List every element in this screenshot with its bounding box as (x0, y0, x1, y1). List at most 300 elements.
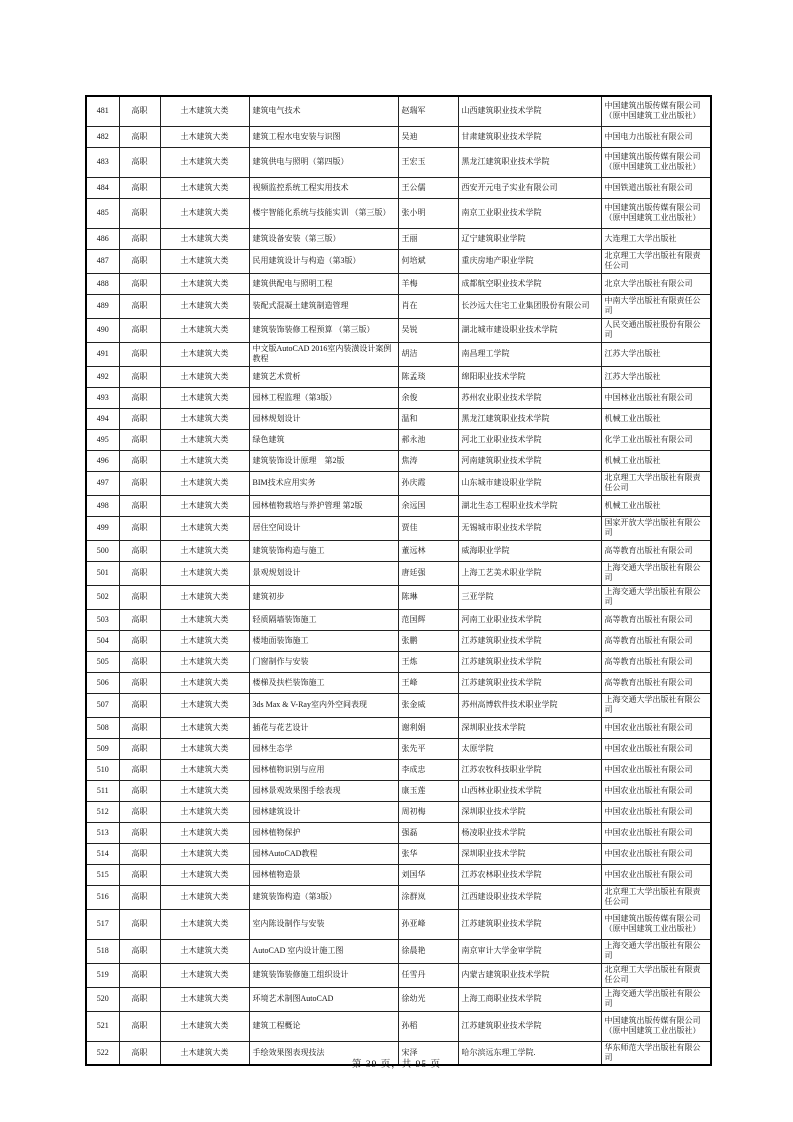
cell-seq: 501 (86, 561, 119, 585)
cell-category: 土木建筑大类 (160, 987, 249, 1011)
table-row (86, 177, 711, 198)
cell-seq: 515 (86, 864, 119, 885)
cell-publisher: 上海交通大学出版社有限公司 (601, 561, 711, 585)
cell-seq: 502 (86, 585, 119, 609)
cell-author: 张金威 (398, 693, 458, 717)
cell-title: 轻质隔墙装饰施工 (249, 609, 398, 630)
cell-author: 康玉莲 (398, 780, 458, 801)
cell-institution: 重庆房地产职业学院 (458, 249, 601, 273)
table-row (86, 516, 711, 540)
cell-author: 刘国华 (398, 864, 458, 885)
cell-title: 园林植物保护 (249, 822, 398, 843)
table-row (86, 471, 711, 495)
cell-author: 赵瑞军 (398, 96, 458, 126)
cell-level: 高职 (119, 987, 160, 1011)
cell-category: 土木建筑大类 (160, 909, 249, 939)
cell-institution: 江苏农牧科技职业学院 (458, 759, 601, 780)
cell-title: 园林规划设计 (249, 408, 398, 429)
textbook-table (85, 95, 712, 1066)
cell-institution: 河南工业职业技术学院 (458, 609, 601, 630)
cell-category: 土木建筑大类 (160, 717, 249, 738)
cell-title: 建筑初步 (249, 585, 398, 609)
cell-institution: 江苏建筑职业技术学院 (458, 630, 601, 651)
cell-seq: 491 (86, 342, 119, 366)
cell-level: 高职 (119, 963, 160, 987)
table-row (86, 561, 711, 585)
cell-title: 建筑装饰装修施工组织设计 (249, 963, 398, 987)
cell-publisher: 中国农业出版社有限公司 (601, 759, 711, 780)
cell-title: 景观规划设计 (249, 561, 398, 585)
cell-seq: 485 (86, 198, 119, 228)
cell-level: 高职 (119, 126, 160, 147)
cell-institution: 三亚学院 (458, 585, 601, 609)
cell-title: 楼宇智能化系统与技能实训 （第三版） (249, 198, 398, 228)
cell-category: 土木建筑大类 (160, 495, 249, 516)
cell-author: 王公儒 (398, 177, 458, 198)
cell-institution: 内蒙古建筑职业技术学院 (458, 963, 601, 987)
cell-title: 园林建筑设计 (249, 801, 398, 822)
cell-author: 孙稻 (398, 1011, 458, 1041)
table-row (86, 963, 711, 987)
cell-title: 建筑设备安装（第三版） (249, 228, 398, 249)
cell-title: 楼地面装饰施工 (249, 630, 398, 651)
cell-title: 建筑装饰装修工程预算 （第三版） (249, 318, 398, 342)
cell-title: 建筑艺术赏析 (249, 366, 398, 387)
cell-seq: 482 (86, 126, 119, 147)
cell-institution: 河南建筑职业技术学院 (458, 450, 601, 471)
cell-author: 张华 (398, 843, 458, 864)
cell-seq: 494 (86, 408, 119, 429)
cell-publisher: 北京大学出版社有限公司 (601, 273, 711, 294)
cell-publisher: 中国农业出版社有限公司 (601, 864, 711, 885)
cell-seq: 505 (86, 651, 119, 672)
cell-title: 建筑装饰构造与施工 (249, 540, 398, 561)
cell-category: 土木建筑大类 (160, 366, 249, 387)
cell-author: 王丽 (398, 228, 458, 249)
cell-title: 园林景观效果图手绘表现 (249, 780, 398, 801)
cell-title: 绿色建筑 (249, 429, 398, 450)
cell-publisher: 机械工业出版社 (601, 495, 711, 516)
cell-institution: 江苏建筑职业技术学院 (458, 672, 601, 693)
table-row (86, 294, 711, 318)
table-row (86, 1011, 711, 1041)
cell-category: 土木建筑大类 (160, 249, 249, 273)
cell-title: 建筑供配电与照明工程 (249, 273, 398, 294)
cell-publisher: 中国农业出版社有限公司 (601, 738, 711, 759)
cell-seq: 520 (86, 987, 119, 1011)
cell-level: 高职 (119, 228, 160, 249)
cell-category: 土木建筑大类 (160, 1041, 249, 1065)
cell-publisher: 上海交通大学出版社有限公司 (601, 693, 711, 717)
cell-title: 建筑装饰设计原理 第2版 (249, 450, 398, 471)
cell-category: 土木建筑大类 (160, 693, 249, 717)
cell-seq: 510 (86, 759, 119, 780)
cell-institution: 上海工商职业技术学院 (458, 987, 601, 1011)
cell-title: AutoCAD 室内设计施工图 (249, 939, 398, 963)
cell-title: 3ds Max & V-Ray室内外空间表现 (249, 693, 398, 717)
cell-seq: 488 (86, 273, 119, 294)
table-row (86, 147, 711, 177)
cell-author: 周初梅 (398, 801, 458, 822)
cell-publisher: 北京理工大学出版社有限责任公司 (601, 885, 711, 909)
cell-institution: 深圳职业技术学院 (458, 843, 601, 864)
cell-level: 高职 (119, 885, 160, 909)
cell-publisher: 上海交通大学出版社有限公司 (601, 987, 711, 1011)
table-row (86, 273, 711, 294)
cell-publisher: 国家开放大学出版社有限公司 (601, 516, 711, 540)
cell-level: 高职 (119, 801, 160, 822)
cell-publisher: 北京理工大学出版社有限责任公司 (601, 471, 711, 495)
cell-seq: 497 (86, 471, 119, 495)
cell-institution: 湖北城市建设职业技术学院 (458, 318, 601, 342)
cell-publisher: 中国建筑出版传媒有限公司（原中国建筑工业出版社） (601, 909, 711, 939)
cell-publisher: 中国农业出版社有限公司 (601, 801, 711, 822)
cell-seq: 489 (86, 294, 119, 318)
table-row (86, 759, 711, 780)
cell-seq: 498 (86, 495, 119, 516)
cell-publisher: 化学工业出版社有限公司 (601, 429, 711, 450)
cell-category: 土木建筑大类 (160, 273, 249, 294)
cell-seq: 507 (86, 693, 119, 717)
cell-title: 居住空间设计 (249, 516, 398, 540)
cell-institution: 哈尔滨远东理工学院. (458, 1041, 601, 1065)
cell-title: 园林植物栽培与养护管理 第2版 (249, 495, 398, 516)
cell-seq: 493 (86, 387, 119, 408)
cell-author: 强磊 (398, 822, 458, 843)
cell-category: 土木建筑大类 (160, 177, 249, 198)
cell-category: 土木建筑大类 (160, 780, 249, 801)
cell-author: 贾佳 (398, 516, 458, 540)
cell-level: 高职 (119, 177, 160, 198)
cell-level: 高职 (119, 609, 160, 630)
cell-seq: 495 (86, 429, 119, 450)
table-row (86, 585, 711, 609)
cell-author: 任雪丹 (398, 963, 458, 987)
cell-level: 高职 (119, 516, 160, 540)
cell-author: 孙庆霞 (398, 471, 458, 495)
cell-level: 高职 (119, 429, 160, 450)
cell-category: 土木建筑大类 (160, 585, 249, 609)
cell-level: 高职 (119, 864, 160, 885)
cell-institution: 江苏建筑职业技术学院 (458, 1011, 601, 1041)
table-row (86, 495, 711, 516)
cell-level: 高职 (119, 780, 160, 801)
cell-author: 徐晨艳 (398, 939, 458, 963)
cell-institution: 湖北生态工程职业技术学院 (458, 495, 601, 516)
cell-institution: 深圳职业技术学院 (458, 717, 601, 738)
cell-category: 土木建筑大类 (160, 939, 249, 963)
cell-publisher: 中国林业出版社有限公司 (601, 387, 711, 408)
cell-institution: 山东城市建设职业学院 (458, 471, 601, 495)
cell-seq: 500 (86, 540, 119, 561)
cell-title: 建筑工程水电安装与识图 (249, 126, 398, 147)
cell-category: 土木建筑大类 (160, 387, 249, 408)
cell-institution: 河北工业职业技术学院 (458, 429, 601, 450)
cell-seq: 506 (86, 672, 119, 693)
cell-seq: 492 (86, 366, 119, 387)
table-row (86, 672, 711, 693)
cell-level: 高职 (119, 651, 160, 672)
cell-title: BIM技术应用实务 (249, 471, 398, 495)
table-row (86, 717, 711, 738)
table-row (86, 318, 711, 342)
cell-publisher: 中南大学出版社有限责任公司 (601, 294, 711, 318)
cell-level: 高职 (119, 939, 160, 963)
cell-publisher: 中国铁道出版社有限公司 (601, 177, 711, 198)
cell-title: 园林植物造景 (249, 864, 398, 885)
table-row (86, 693, 711, 717)
cell-seq: 522 (86, 1041, 119, 1065)
cell-level: 高职 (119, 843, 160, 864)
cell-category: 土木建筑大类 (160, 651, 249, 672)
cell-author: 肖在 (398, 294, 458, 318)
cell-publisher: 江苏大学出版社 (601, 342, 711, 366)
cell-title: 楼梯及扶栏装饰施工 (249, 672, 398, 693)
cell-author: 王炼 (398, 651, 458, 672)
table-row (86, 780, 711, 801)
cell-publisher: 中国建筑出版传媒有限公司（原中国建筑工业出版社） (601, 147, 711, 177)
cell-category: 土木建筑大类 (160, 540, 249, 561)
cell-publisher: 人民交通出版社股份有限公司 (601, 318, 711, 342)
cell-author: 王峰 (398, 672, 458, 693)
cell-institution: 黑龙江建筑职业技术学院 (458, 147, 601, 177)
cell-level: 高职 (119, 1041, 160, 1065)
cell-author: 何培斌 (398, 249, 458, 273)
cell-title: 园林AutoCAD教程 (249, 843, 398, 864)
cell-title: 民用建筑设计与构造（第3版） (249, 249, 398, 273)
cell-seq: 513 (86, 822, 119, 843)
table-row (86, 228, 711, 249)
cell-level: 高职 (119, 318, 160, 342)
cell-publisher: 北京理工大学出版社有限责任公司 (601, 963, 711, 987)
cell-publisher: 中国农业出版社有限公司 (601, 780, 711, 801)
cell-category: 土木建筑大类 (160, 630, 249, 651)
cell-author: 王宏玉 (398, 147, 458, 177)
cell-institution: 山西建筑职业技术学院 (458, 96, 601, 126)
table-row (86, 987, 711, 1011)
cell-seq: 514 (86, 843, 119, 864)
cell-seq: 486 (86, 228, 119, 249)
cell-title: 园林植物识别与应用 (249, 759, 398, 780)
cell-level: 高职 (119, 408, 160, 429)
cell-category: 土木建筑大类 (160, 759, 249, 780)
cell-publisher: 中国建筑出版传媒有限公司（原中国建筑工业出版社） (601, 1011, 711, 1041)
cell-publisher: 高等教育出版社有限公司 (601, 651, 711, 672)
table-row (86, 387, 711, 408)
cell-category: 土木建筑大类 (160, 738, 249, 759)
cell-publisher: 中国农业出版社有限公司 (601, 843, 711, 864)
cell-category: 土木建筑大类 (160, 198, 249, 228)
cell-level: 高职 (119, 693, 160, 717)
cell-level: 高职 (119, 198, 160, 228)
cell-institution: 成都航空职业技术学院 (458, 273, 601, 294)
cell-publisher: 中国农业出版社有限公司 (601, 822, 711, 843)
cell-institution: 无锡城市职业技术学院 (458, 516, 601, 540)
cell-seq: 499 (86, 516, 119, 540)
cell-title: 插花与花艺设计 (249, 717, 398, 738)
cell-level: 高职 (119, 294, 160, 318)
table-row (86, 630, 711, 651)
cell-publisher: 华东师范大学出版社有限公司 (601, 1041, 711, 1065)
cell-category: 土木建筑大类 (160, 228, 249, 249)
cell-institution: 绵阳职业技术学院 (458, 366, 601, 387)
cell-level: 高职 (119, 672, 160, 693)
cell-level: 高职 (119, 249, 160, 273)
cell-category: 土木建筑大类 (160, 96, 249, 126)
cell-publisher: 高等教育出版社有限公司 (601, 630, 711, 651)
table-row (86, 429, 711, 450)
cell-publisher: 机械工业出版社 (601, 450, 711, 471)
cell-institution: 苏州高博软件技术职业学院 (458, 693, 601, 717)
cell-seq: 511 (86, 780, 119, 801)
cell-level: 高职 (119, 387, 160, 408)
cell-level: 高职 (119, 759, 160, 780)
cell-seq: 519 (86, 963, 119, 987)
cell-institution: 西安开元电子实业有限公司 (458, 177, 601, 198)
cell-author: 温和 (398, 408, 458, 429)
cell-author: 张鹏 (398, 630, 458, 651)
cell-seq: 504 (86, 630, 119, 651)
cell-institution: 长沙远大住宅工业集团股份有限公司 (458, 294, 601, 318)
table-row (86, 864, 711, 885)
cell-category: 土木建筑大类 (160, 822, 249, 843)
cell-institution: 南京审计大学金审学院 (458, 939, 601, 963)
table-row (86, 342, 711, 366)
cell-author: 谢利娟 (398, 717, 458, 738)
cell-publisher: 北京理工大学出版社有限责任公司 (601, 249, 711, 273)
cell-institution: 江西建设职业技术学院 (458, 885, 601, 909)
table-row (86, 651, 711, 672)
cell-institution: 江苏建筑职业技术学院 (458, 651, 601, 672)
cell-author: 张小明 (398, 198, 458, 228)
cell-seq: 487 (86, 249, 119, 273)
cell-category: 土木建筑大类 (160, 294, 249, 318)
cell-author: 范国辉 (398, 609, 458, 630)
table-row (86, 609, 711, 630)
table-row (86, 843, 711, 864)
cell-institution: 甘肃建筑职业技术学院 (458, 126, 601, 147)
cell-author: 宋泽 (398, 1041, 458, 1065)
cell-author: 焦涛 (398, 450, 458, 471)
cell-seq: 512 (86, 801, 119, 822)
cell-category: 土木建筑大类 (160, 561, 249, 585)
cell-title: 园林工程监理（第3版） (249, 387, 398, 408)
cell-author: 胡洁 (398, 342, 458, 366)
cell-title: 建筑电气技术 (249, 96, 398, 126)
cell-category: 土木建筑大类 (160, 408, 249, 429)
cell-category: 土木建筑大类 (160, 471, 249, 495)
cell-seq: 490 (86, 318, 119, 342)
cell-category: 土木建筑大类 (160, 885, 249, 909)
cell-institution: 上海工艺美术职业学院 (458, 561, 601, 585)
cell-publisher: 大连理工大学出版社 (601, 228, 711, 249)
cell-publisher: 上海交通大学出版社有限公司 (601, 585, 711, 609)
cell-institution: 南昌理工学院 (458, 342, 601, 366)
cell-title: 手绘效果图表现技法 (249, 1041, 398, 1065)
cell-category: 土木建筑大类 (160, 672, 249, 693)
cell-institution: 深圳职业技术学院 (458, 801, 601, 822)
cell-author: 孙亚峰 (398, 909, 458, 939)
cell-level: 高职 (119, 540, 160, 561)
cell-author: 陈琳 (398, 585, 458, 609)
cell-seq: 483 (86, 147, 119, 177)
table-row (86, 939, 711, 963)
cell-category: 土木建筑大类 (160, 864, 249, 885)
table-row (86, 249, 711, 273)
cell-author: 徐幼光 (398, 987, 458, 1011)
cell-level: 高职 (119, 717, 160, 738)
cell-level: 高职 (119, 342, 160, 366)
cell-publisher: 中国建筑出版传媒有限公司（原中国建筑工业出版社） (601, 198, 711, 228)
cell-level: 高职 (119, 822, 160, 843)
cell-institution: 苏州农业职业技术学院 (458, 387, 601, 408)
cell-publisher: 中国建筑出版传媒有限公司（原中国建筑工业出版社） (601, 96, 711, 126)
cell-institution: 杨凌职业技术学院 (458, 822, 601, 843)
cell-author: 李成忠 (398, 759, 458, 780)
table-row (86, 126, 711, 147)
cell-institution: 太原学院 (458, 738, 601, 759)
cell-level: 高职 (119, 96, 160, 126)
cell-institution: 江苏农林职业技术学院 (458, 864, 601, 885)
cell-seq: 509 (86, 738, 119, 759)
cell-category: 土木建筑大类 (160, 342, 249, 366)
cell-author: 董远林 (398, 540, 458, 561)
cell-author: 余远国 (398, 495, 458, 516)
cell-category: 土木建筑大类 (160, 801, 249, 822)
cell-category: 土木建筑大类 (160, 843, 249, 864)
cell-level: 高职 (119, 450, 160, 471)
cell-title: 门窗制作与安装 (249, 651, 398, 672)
cell-level: 高职 (119, 561, 160, 585)
cell-publisher: 高等教育出版社有限公司 (601, 609, 711, 630)
cell-institution: 黑龙江建筑职业技术学院 (458, 408, 601, 429)
table-row (86, 540, 711, 561)
table-row (86, 822, 711, 843)
cell-author: 吴锐 (398, 318, 458, 342)
cell-title: 室内陈设制作与安装 (249, 909, 398, 939)
cell-author: 陈孟琰 (398, 366, 458, 387)
cell-publisher: 机械工业出版社 (601, 408, 711, 429)
cell-level: 高职 (119, 366, 160, 387)
cell-title: 环境艺术制图AutoCAD (249, 987, 398, 1011)
cell-title: 建筑装饰构造（第3版） (249, 885, 398, 909)
cell-level: 高职 (119, 738, 160, 759)
page-footer: 第 39 页，共 95 页 (351, 1060, 441, 1070)
cell-author: 余俊 (398, 387, 458, 408)
cell-title: 建筑工程概论 (249, 1011, 398, 1041)
cell-title: 园林生态学 (249, 738, 398, 759)
cell-institution: 辽宁建筑职业学院 (458, 228, 601, 249)
cell-seq: 481 (86, 96, 119, 126)
cell-publisher: 高等教育出版社有限公司 (601, 540, 711, 561)
cell-seq: 516 (86, 885, 119, 909)
table-row (86, 909, 711, 939)
cell-author: 张先平 (398, 738, 458, 759)
cell-seq: 521 (86, 1011, 119, 1041)
cell-author: 涂群岚 (398, 885, 458, 909)
table-row (86, 450, 711, 471)
cell-level: 高职 (119, 471, 160, 495)
cell-seq: 496 (86, 450, 119, 471)
cell-category: 土木建筑大类 (160, 318, 249, 342)
cell-level: 高职 (119, 1011, 160, 1041)
table-row (86, 738, 711, 759)
table-row (86, 198, 711, 228)
cell-category: 土木建筑大类 (160, 429, 249, 450)
cell-category: 土木建筑大类 (160, 516, 249, 540)
cell-title: 建筑供电与照明（第四版） (249, 147, 398, 177)
cell-publisher: 高等教育出版社有限公司 (601, 672, 711, 693)
